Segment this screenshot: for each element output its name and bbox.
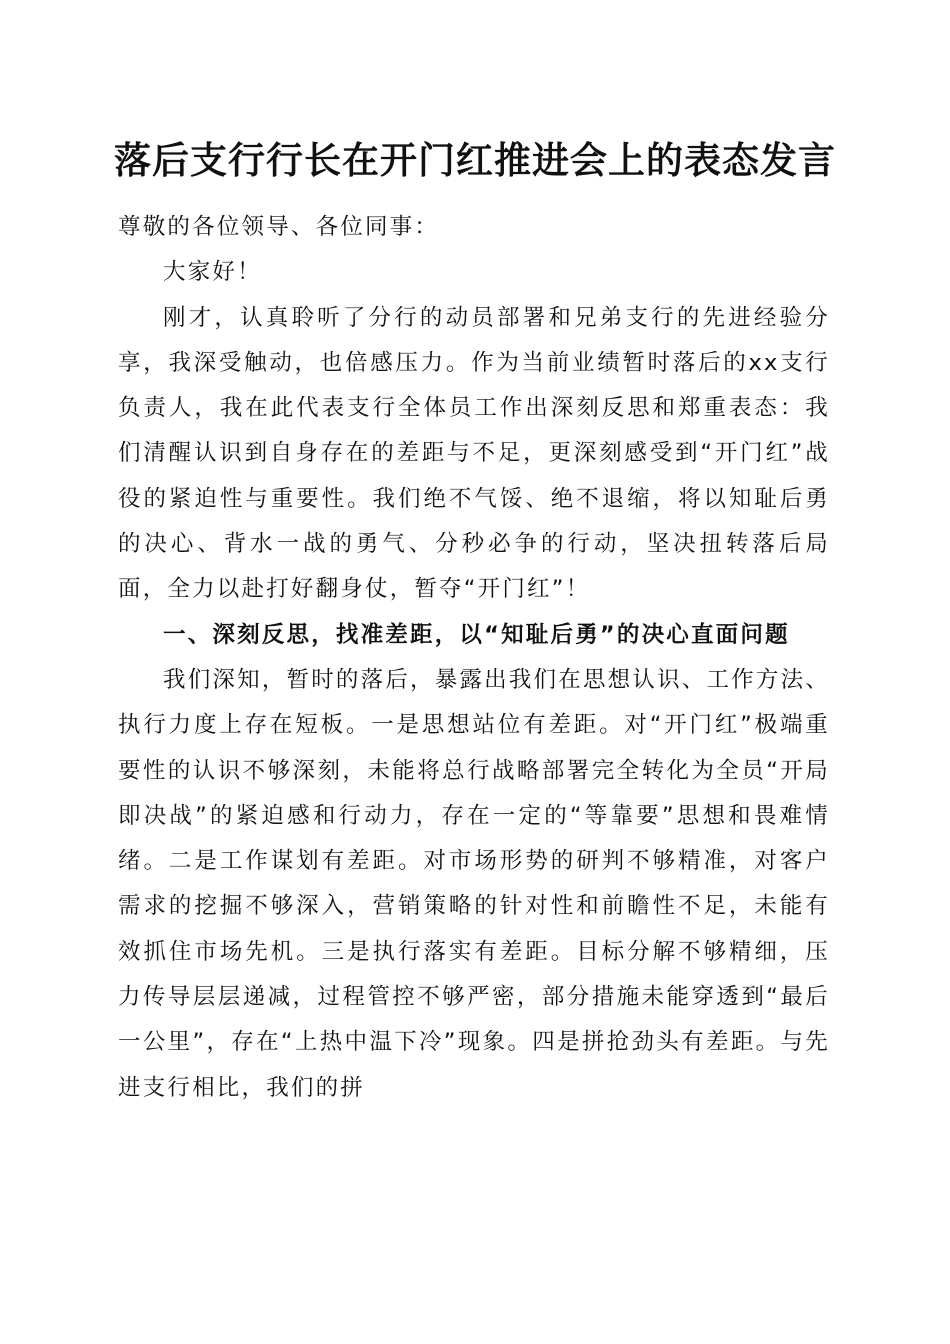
salutation: 尊敬的各位领导、各位同事： bbox=[118, 214, 440, 240]
greeting: 大家好！ bbox=[163, 259, 262, 286]
section-heading-1: 一、深刻反思，找准差距，以“知耻后勇”的决心直面问题 bbox=[163, 621, 790, 648]
section-1-paragraph: 我们深知，暂时的落后，暴露出我们在思想认识、工作方法、执行力度上存在短板。一是思想站位有差距。对“开门红”极端重要性的认识不够深刻，未能将总行战略部署完全转化为全员“开局即决战”的紧迫感和行动力，存在一定的“等靠要”思想和畏难情绪。二是工作谋划有差距。对市场形势的研判不够精准，对客户需求的挖掘不够深入，营销策略的针对性和前瞻性不足，未能有效抓住市场先机。三是执行落实有差距。目标分解不够精细，压力传导层层递减，过程管控不够严密，部分措施未能穿透到“最后一公里”，存在“上热中温下冷”现象。四是拼抢劲头有差距。与先进支行相比，我们的拼 bbox=[118, 666, 830, 1101]
intro-paragraph: 刚才，认真聆听了分行的动员部署和兄弟支行的先进经验分享，我深受触动，也倍感压力。作为当前业绩暂时落后的xx支行负责人，我在此代表支行全体员工作出深刻反思和郑重表态：我们清醒认识到自身存在的差距与不足，更深刻感受到“开门红”战役的紧迫性与重要性。我们绝不气馁、绝不退缩，将以知耻后勇的决心、背水一战的勇气、分秒必争的行动，坚决扭转落后局面，全力以赴打好翻身仗，暂夺“开门红”！ bbox=[118, 304, 830, 603]
document-title: 落后支行行长在开门红推进会上的表态发言 bbox=[114, 138, 836, 182]
document-body bbox=[118, 205, 830, 1111]
